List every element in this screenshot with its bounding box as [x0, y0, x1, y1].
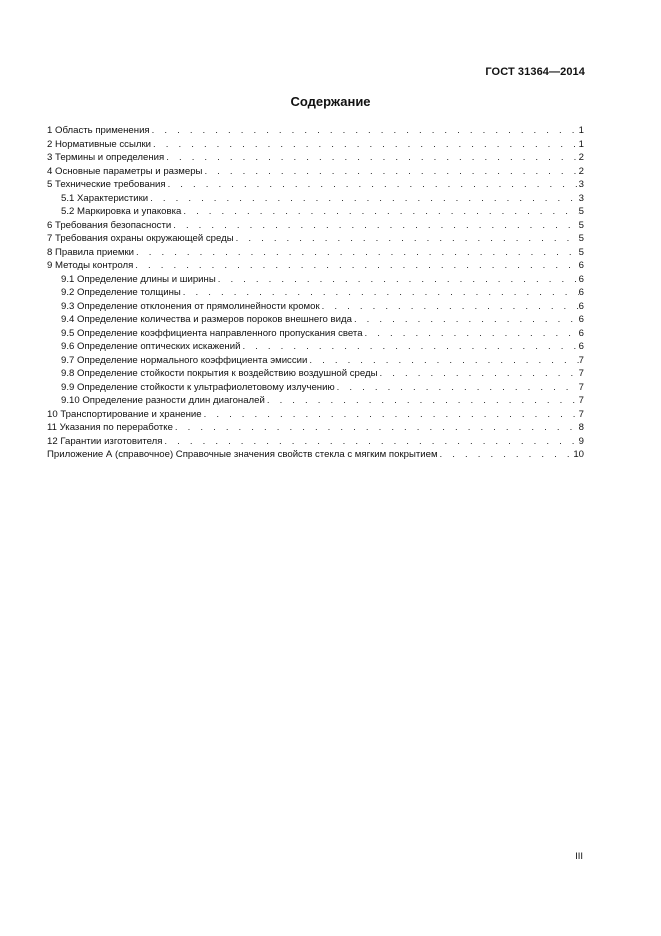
- toc-entry[interactable]: [47, 246, 584, 260]
- toc-entry-label: 5.2 Маркировка и упаковка: [61, 206, 182, 217]
- toc-entry-label: 7 Требования охраны окружающей среды: [47, 233, 234, 244]
- toc-dot-leader: [352, 313, 579, 327]
- toc-dot-leader: [202, 165, 578, 179]
- toc-entry-label: 6 Требования безопасности: [47, 219, 172, 231]
- toc-entry[interactable]: [47, 435, 584, 449]
- toc-entry[interactable]: [47, 178, 584, 192]
- toc-entry[interactable]: [47, 151, 584, 165]
- toc-entry-page: 6: [578, 273, 584, 285]
- toc-entry-label: 2 Нормативные ссылки: [47, 138, 152, 150]
- toc-entry-page: 3: [578, 179, 584, 190]
- toc-dot-leader: [173, 421, 579, 435]
- toc-entry-label: 9.4 Определение количества и размеров пороков внешнего вида: [61, 314, 352, 325]
- toc-dot-leader: [265, 394, 579, 408]
- toc-entry-page: 5: [578, 219, 584, 231]
- toc-entry-page: 8: [578, 422, 584, 433]
- toc-entry[interactable]: [47, 273, 584, 287]
- toc-entry-label: 4 Основные параметры и размеры: [47, 165, 203, 177]
- toc-entry-label: 9.3 Определение отклонения от прямолинейности кромок: [61, 300, 320, 312]
- toc-entry-label: 3 Термины и определения: [47, 152, 165, 163]
- toc-entry-label: 1 Область применения: [47, 125, 150, 136]
- toc-dot-leader: [216, 273, 579, 287]
- toc-entry-label: 5 Технические требования: [47, 179, 166, 190]
- toc-entry[interactable]: [47, 232, 584, 246]
- toc-entry-page: 6: [578, 300, 584, 312]
- toc-entry-page: 6: [578, 314, 584, 325]
- toc-dot-leader: [363, 327, 579, 341]
- toc-dot-leader: [166, 178, 579, 192]
- toc-title: Содержание: [290, 94, 371, 109]
- toc-entry-page: 5: [578, 246, 584, 258]
- toc-entry-label: 9.8 Определение стойкости покрытия к воздействию воздушной среды: [61, 368, 378, 379]
- toc-entry[interactable]: [47, 408, 584, 422]
- toc-entry-page: 6: [578, 287, 584, 298]
- toc-dot-leader: [202, 408, 579, 422]
- toc-entry[interactable]: [47, 124, 584, 138]
- toc-dot-leader: [320, 300, 579, 314]
- toc-entry-page: 7: [578, 381, 584, 393]
- toc-dot-leader: [234, 232, 579, 246]
- toc-dot-leader: [133, 259, 578, 273]
- toc-entry-page: 5: [578, 206, 584, 217]
- toc-dot-leader: [148, 192, 579, 206]
- toc-entry-label: 9.10 Определение разности длин диагоналей: [61, 395, 265, 406]
- toc-entry[interactable]: [47, 448, 584, 462]
- toc-entry-page: 5: [578, 233, 584, 244]
- toc-entry-label: 9.2 Определение толщины: [61, 287, 181, 298]
- toc-dot-leader: [162, 435, 578, 449]
- toc-dot-leader: [240, 340, 578, 354]
- toc-entry[interactable]: [47, 259, 584, 273]
- toc-entry[interactable]: [47, 286, 584, 300]
- toc-dot-leader: [438, 448, 574, 462]
- toc-dot-leader: [335, 381, 579, 395]
- toc-entry[interactable]: [47, 300, 584, 314]
- toc-entry[interactable]: [47, 421, 584, 435]
- toc-entry-page: 10: [573, 449, 584, 460]
- toc-entry-page: 7: [578, 354, 584, 366]
- toc-entry-label: 9.7 Определение нормального коэффициента эмиссии: [61, 354, 308, 366]
- toc-entry-page: 3: [578, 192, 584, 204]
- toc-entry-page: 1: [578, 138, 584, 150]
- toc-dot-leader: [164, 151, 578, 165]
- toc-entry-label: 8 Правила приемки: [47, 246, 134, 258]
- toc-entry[interactable]: [47, 313, 584, 327]
- toc-dot-leader: [134, 246, 579, 260]
- document-code: ГОСТ 31364—2014: [485, 66, 585, 78]
- toc-entry-label: 9 Методы контроля: [47, 260, 134, 271]
- toc-entry[interactable]: [47, 165, 584, 179]
- toc-entry-label: 11 Указания по переработке: [47, 422, 173, 433]
- toc-dot-leader: [150, 124, 579, 138]
- table-of-contents: [47, 124, 584, 462]
- toc-entry[interactable]: [47, 205, 584, 219]
- toc-entry[interactable]: [47, 192, 584, 206]
- toc-entry-label: 9.6 Определение оптических искажений: [61, 341, 241, 352]
- toc-entry-page: 6: [578, 327, 584, 339]
- toc-entry-page: 7: [578, 408, 584, 420]
- toc-entry-page: 6: [578, 341, 584, 352]
- toc-dot-leader: [151, 138, 579, 152]
- toc-entry[interactable]: [47, 381, 584, 395]
- toc-entry-page: 2: [578, 152, 584, 163]
- toc-entry-label: 12 Гарантии изготовителя: [47, 435, 163, 447]
- toc-entry[interactable]: [47, 219, 584, 233]
- toc-dot-leader: [181, 286, 579, 300]
- toc-entry-page: 7: [578, 368, 584, 379]
- toc-entry-label: 9.9 Определение стойкости к ультрафиолетовому излучению: [61, 381, 335, 393]
- toc-entry[interactable]: [47, 138, 584, 152]
- toc-entry[interactable]: [47, 394, 584, 408]
- toc-entry-page: 7: [578, 395, 584, 406]
- toc-entry[interactable]: [47, 327, 584, 341]
- page-number: III: [575, 851, 583, 862]
- toc-entry-label: 9.1 Определение длины и ширины: [61, 273, 216, 285]
- toc-dot-leader: [378, 367, 579, 381]
- toc-entry-label: Приложение А (справочное) Справочные значения свойств стекла с мягким покрытием: [47, 449, 438, 460]
- toc-entry-page: 9: [578, 435, 584, 447]
- toc-entry-label: 10 Транспортирование и хранение: [47, 408, 202, 420]
- toc-dot-leader: [307, 354, 578, 368]
- toc-entry[interactable]: [47, 367, 584, 381]
- toc-entry-label: 9.5 Определение коэффициента направленного пропускания света: [61, 327, 363, 339]
- toc-entry[interactable]: [47, 354, 584, 368]
- toc-entry[interactable]: [47, 340, 584, 354]
- toc-dot-leader: [171, 219, 578, 233]
- toc-entry-page: 6: [578, 260, 584, 271]
- toc-dot-leader: [181, 205, 578, 219]
- toc-entry-page: 2: [578, 165, 584, 177]
- toc-entry-label: 5.1 Характеристики: [61, 192, 149, 204]
- toc-entry-page: 1: [578, 125, 584, 136]
